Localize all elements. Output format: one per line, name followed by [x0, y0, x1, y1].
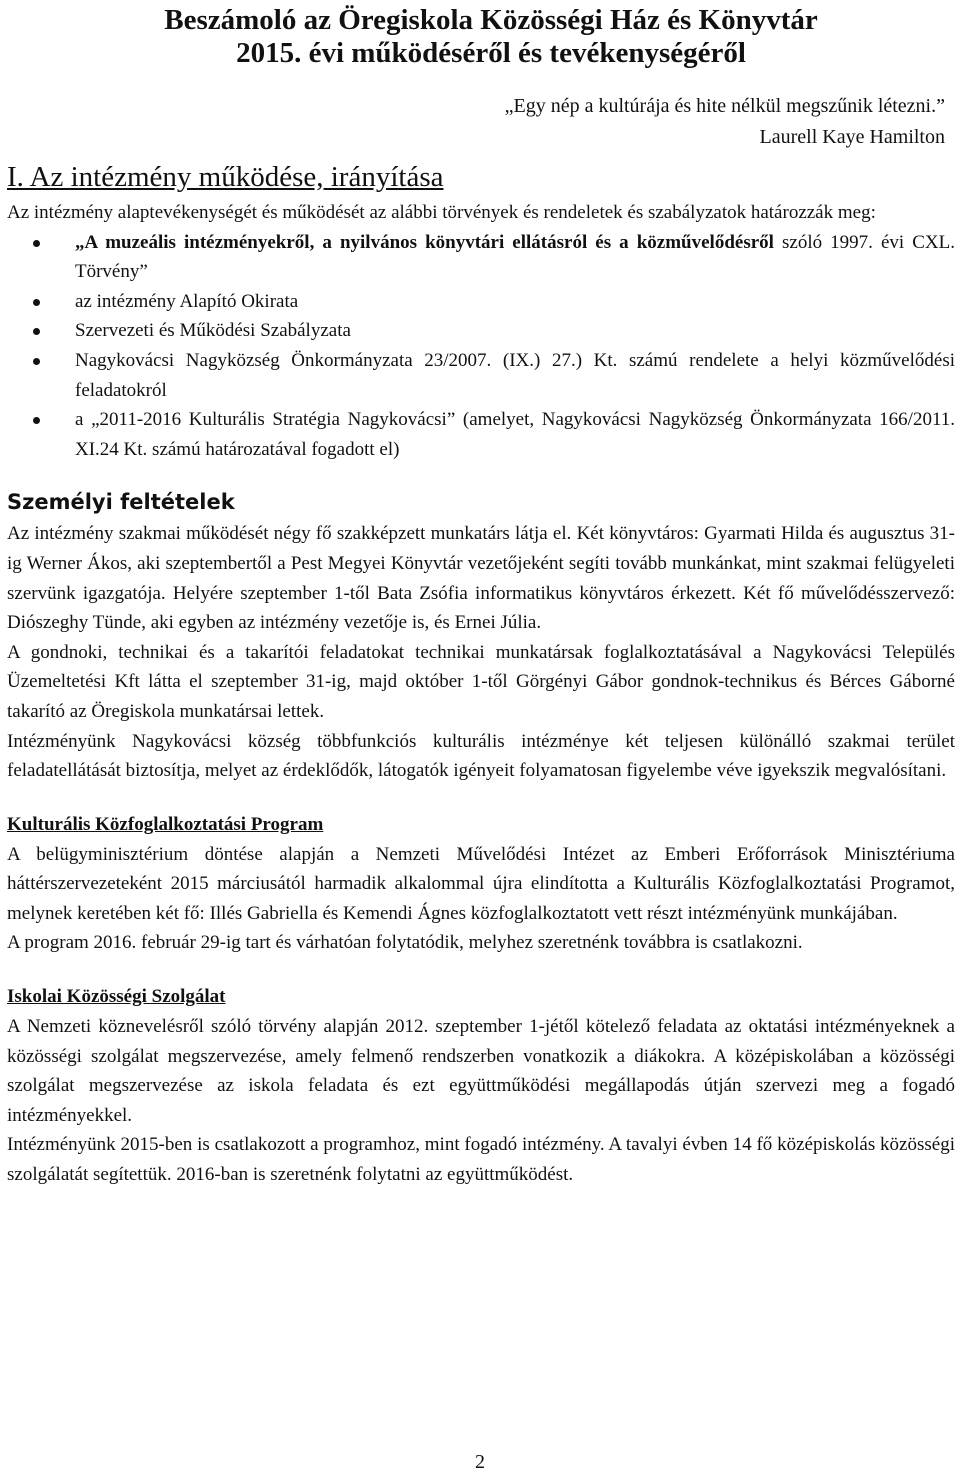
regulation-list [7, 228, 955, 465]
list-item [7, 346, 955, 405]
list-item-text: Nagykovácsi Nagyközség Önkormányzata 23/2007. (IX.) 27.) Kt. számú rendelete a helyi közművelődési feladatokról [75, 349, 955, 401]
epigraph-author: Laurell Kaye Hamilton [759, 126, 945, 148]
list-item [7, 316, 955, 346]
list-item-text: az intézmény Alapító Okirata [75, 290, 299, 312]
bullet-icon [33, 299, 40, 306]
bullet-icon [33, 240, 40, 247]
title-line-2: 2015. évi működéséről és tevékenységéről [236, 37, 746, 69]
bullet-icon [33, 358, 40, 365]
list-item-text: Szervezeti és Működési Szabályzata [75, 320, 351, 342]
iksz-heading: Iskolai Közösségi Szolgálat [7, 986, 226, 1008]
list-item-text: szóló 1997. évi CXL. Törvény” [75, 231, 955, 283]
list-item [7, 287, 955, 317]
personal-paragraph-2: A gondnoki, technikai és a takarítói feladatokat technikai munkatársak foglalkoztatásával a Nagykovácsi Település Üzemeltetési Kft látta el szeptember 31-ig, majd október 1-től Görgényi Gábor gondnok-technikus és Bérces Gáborné takarító az Öregiskola munkatársai lettek. [7, 641, 955, 722]
page-number: 2 [475, 1451, 485, 1473]
bullet-icon [33, 417, 40, 424]
iksz-paragraph-1: A Nemzeti köznevelésről szóló törvény alapján 2012. szeptember 1-jétől kötelező feladata az oktatási intézményeknek a közösségi szolgálat megszervezése, amely felmenő rendszerben vonatkozik a diákokra. A középiskolában a közösségi szolgálat megszervezése az iskola feladata és ezt együttműködési megállapodás útján szervezi meg a fogadó intézményekkel. [7, 1016, 955, 1126]
list-item [7, 228, 955, 287]
personal-heading: Személyi feltételek [7, 490, 235, 515]
bullet-icon [33, 328, 40, 335]
epigraph-text: „Egy nép a kultúrája és hite nélkül megszűnik létezni.” [504, 95, 945, 117]
iksz-paragraph-2: Intézményünk 2015-ben is csatlakozott a programhoz, mint fogadó intézmény. A tavalyi évben 14 fő középiskolás közösségi szolgálatát segítettük. 2016-ban is szeretnénk folytatni az együttműködést. [7, 1134, 955, 1186]
list-item [7, 405, 955, 464]
section-1-title: I. Az intézmény működése, irányítása [7, 161, 444, 193]
personal-paragraph-3: Intézményünk Nagykovácsi község többfunkciós kulturális intézménye két teljesen különálló szakmai terület feladatellátását biztosítja, melyet az érdeklődők, látogatók igényeit folyamatosan figyelembe véve igyekszik megvalósítani. [7, 730, 955, 782]
document-title [7, 4, 955, 70]
kkp-heading: Kulturális Közfoglalkoztatási Program [7, 813, 324, 835]
list-item-lead: „A muzeális intézményekről, a nyilvános könyvtári ellátásról és a közművelődésről [75, 231, 774, 253]
section-1-intro: Az intézmény alaptevékenységét és működését az alábbi törvények és rendeletek és szabályzatok határozzák meg: [7, 202, 876, 223]
personal-paragraph-1: Az intézmény szakmai működését négy fő szakképzett munkatárs látja el. Két könyvtáros: Gyarmati Hilda és augusztus 31-ig Werner Ákos, aki szeptembertől a Pest Megyei Könyvtár vezetőjeként segíti tovább munkánkat, mint szakmai felügyeleti szervünk igazgatója. Helyére szeptember 1-től Bata Zsófia informatikus könyvtáros érkezett. Két fő művelődésszervező: Diószeghy Tünde, aki egyben az intézmény vezetője is, és Ernei Júlia. [7, 523, 955, 634]
kkp-paragraph-1: A belügyminisztérium döntése alapján a Nemzeti Művelődési Intézet az Emberi Erőforrások Minisztériuma háttérszervezeteként 2015 márciusától harmadik alkalommal újra elindította a Kulturális Közfoglalkoztatási Programot, melynek keretében két fő: Illés Gabriella és Kemendi Ágnes közfoglalkoztatott vett részt intézményünk munkájában. [7, 843, 955, 924]
epigraph [7, 90, 955, 154]
list-item-text: a „2011-2016 Kulturális Stratégia Nagykovácsi” (amelyet, Nagykovácsi Nagyközség Önkormányzata 166/2011. XI.24 Kt. számú határozatával fogadott el) [75, 409, 955, 460]
title-line-1: Beszámoló az Öregiskola Közösségi Ház és Könyvtár [164, 4, 818, 36]
document-page [7, 0, 955, 1190]
kkp-paragraph-2: A program 2016. február 29-ig tart és várhatóan folytatódik, melyhez szeretnénk továbbra is csatlakozni. [7, 932, 803, 954]
